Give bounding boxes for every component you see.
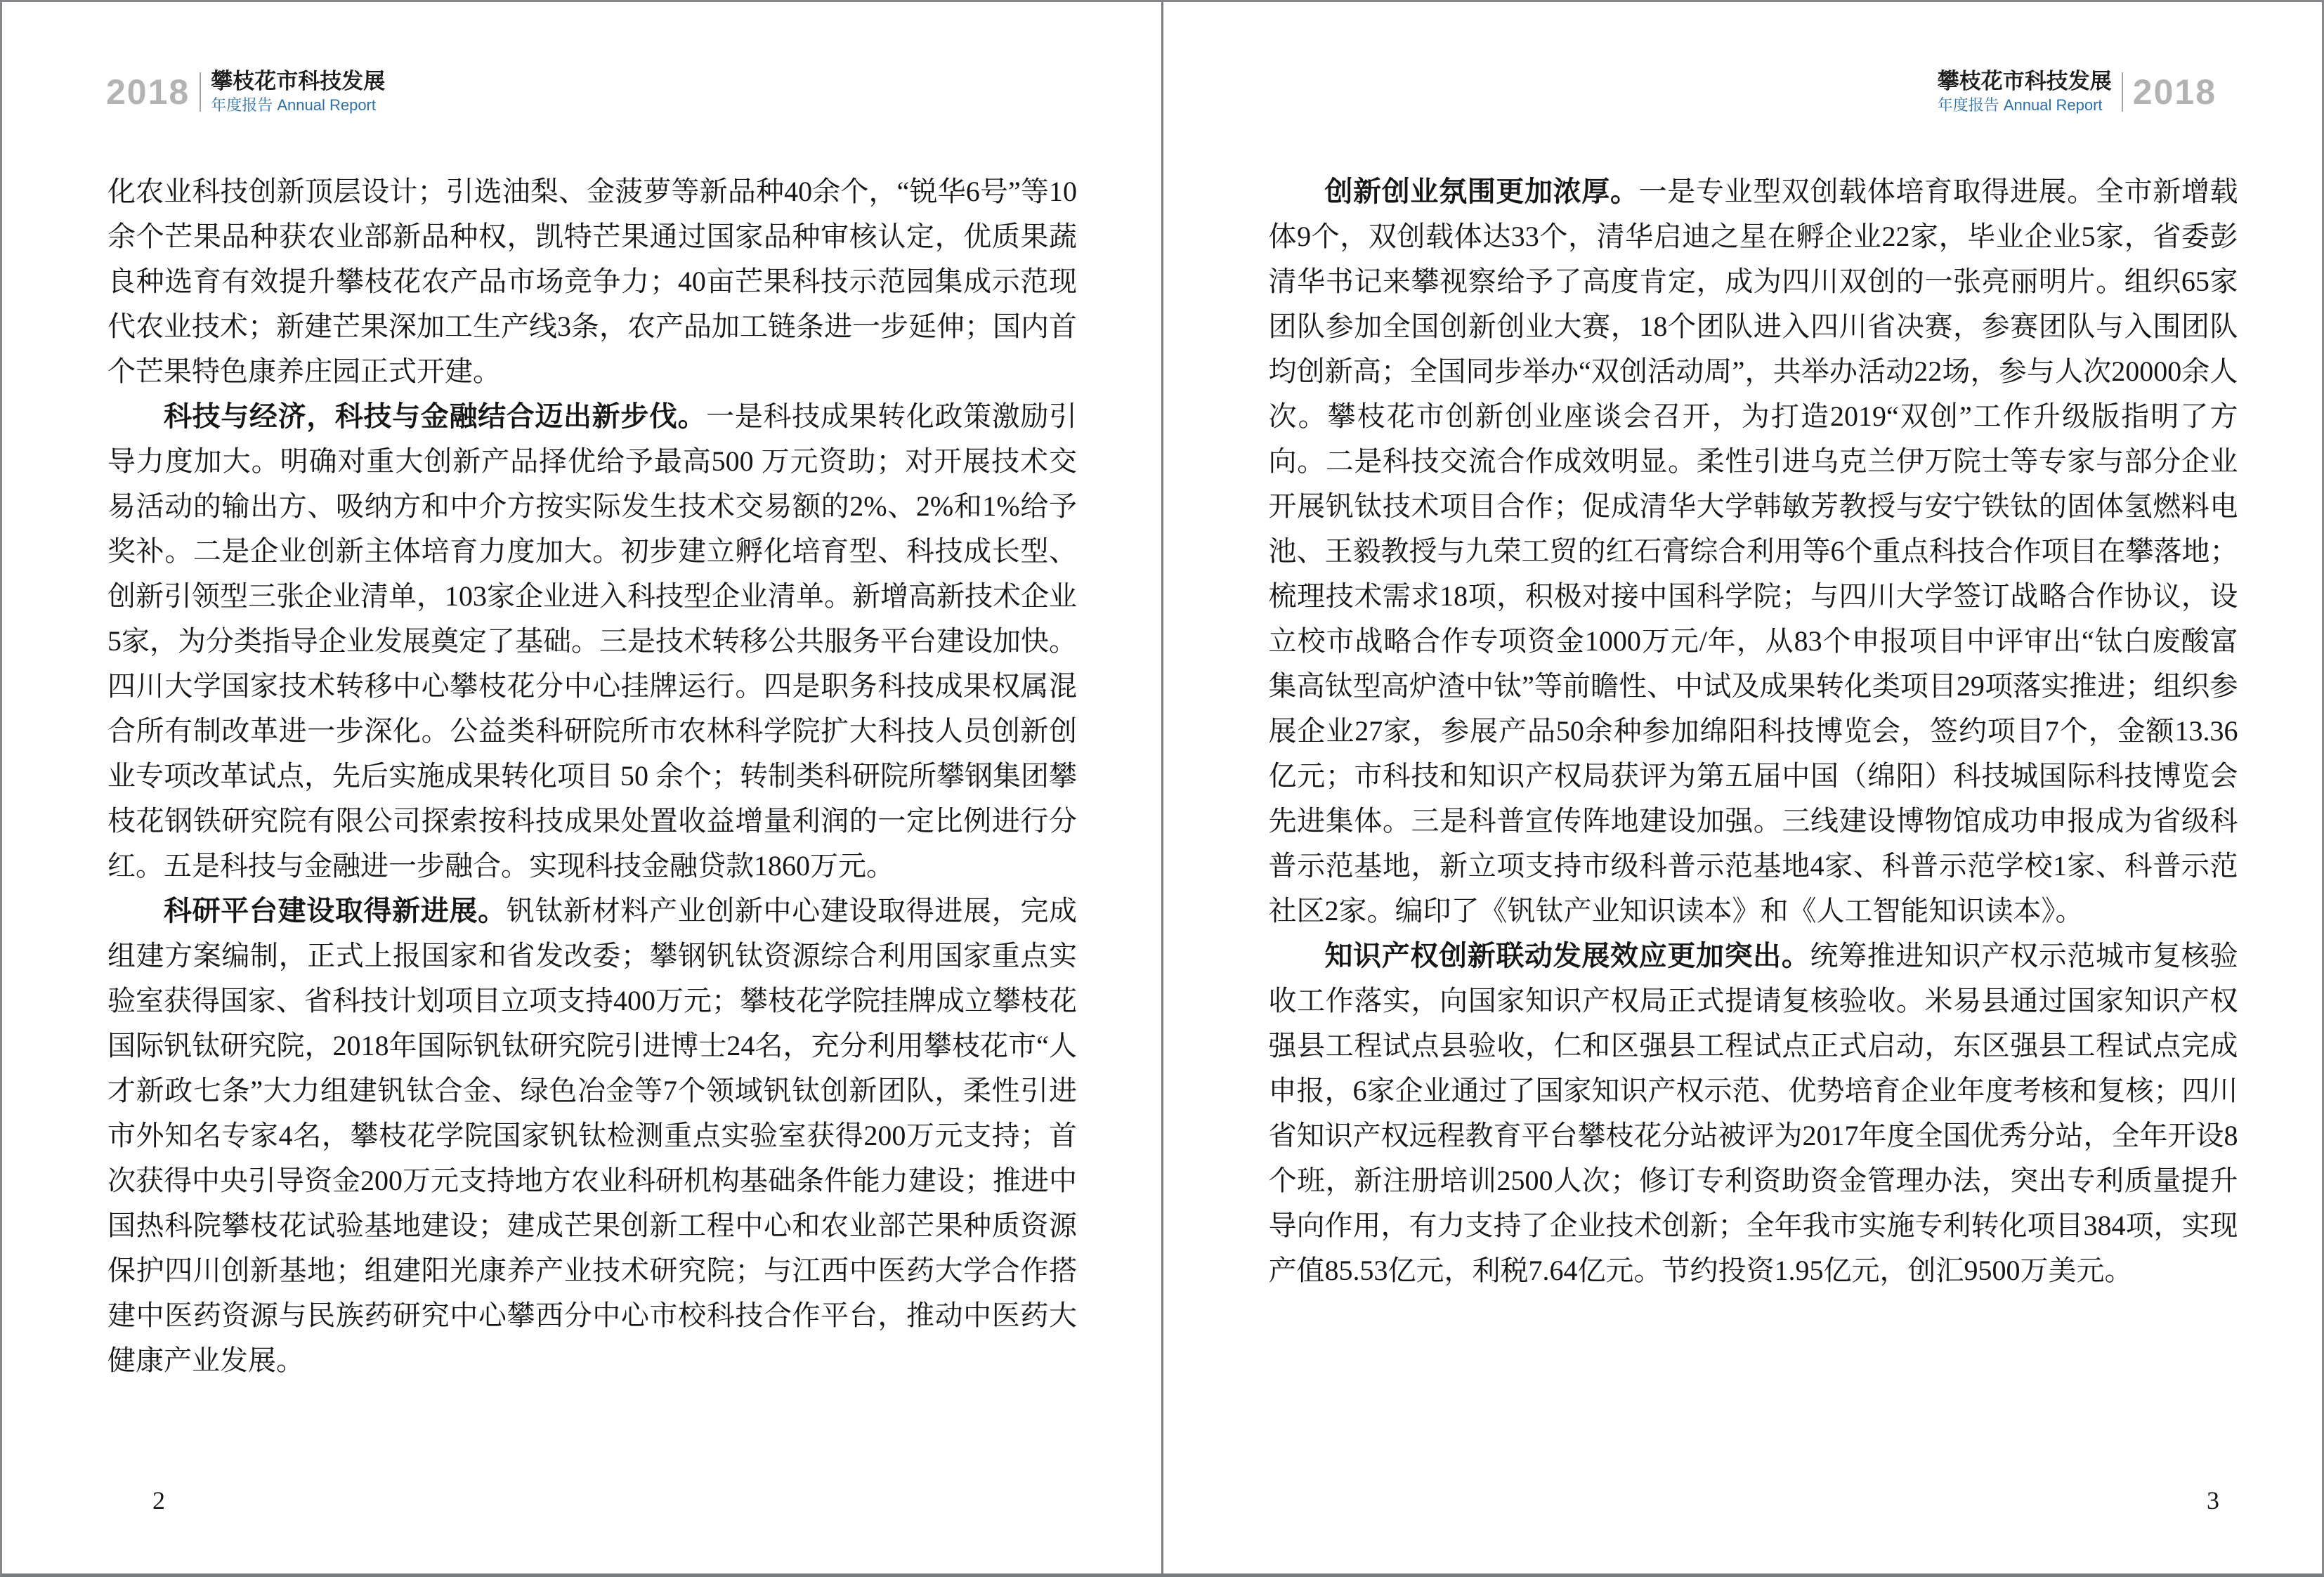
- paragraph-intellectual-property: [1269, 934, 2238, 1293]
- header-year: 2018: [2132, 72, 2217, 112]
- paragraph-text: 统筹推进知识产权示范城市复核验收工作落实，向国家知识产权局正式提请复核验收。米易县通过国家知识产权强县工程试点县验收，仁和区强县工程试点正式启动，东区强县工程试点完成申报，6家企业通过了国家知识产权示范、优势培育企业年度考核和复核；四川省知识产权远程教育平台攀枝花分站被评为2017年度全国优秀分站，全年开设8个班，新注册培训2500人次；修订专利资助资金管理办法，突出专利质量提升导向作用，有力支持了企业技术创新；全年我市实施专利转化项目384项，实现产值85.53亿元，利税7.64亿元。节约投资1.95亿元，创汇9500万美元。: [1268, 940, 2238, 1286]
- header-report-title: 攀枝花市科技发展: [211, 69, 386, 93]
- header-report-subtitle: 年度报告 Annual Report: [211, 96, 376, 114]
- paragraph-text: 一是专业型双创载体培育取得进展。全市新增载体9个，双创载体达33个，清华启迪之星在孵企业22家，毕业企业5家，省委彭清华书记来攀视察给予了高度肯定，成为四川双创的一张亮丽明片。组织65家团队参加全国创新创业大赛，18个团队进入四川省决赛，参赛团队与入围团队均创新高；全国同步举办“双创活动周”，共举办活动22场，参与人次20000余人次。攀枝花市创新创业座谈会召开，为打造2019“双创”工作升级版指明了方向。二是科技交流合作成效明显。柔性引进乌克兰伊万院士等专家与部分企业开展钒钛技术项目合作；促成清华大学韩敏芳教授与安宁铁钛的固体氢燃料电池、王毅教授与九荣工贸的红石膏综合利用等6个重点科技合作项目在攀落地；梳理技术需求18项，积极对接中国科学院；与四川大学签订战略合作协议，设立校市战略合作专项资金1000万元/年，从83个申报项目中评审出“钛白废酸富集高钛型高炉渣中钛”等前瞻性、中试及成果转化类项目29项落实推进；组织参展企业27家，参展产品50余种参加绵阳科技博览会，签约项目7个，金额13.36亿元；市科技和知识产权局获评为第五届中国（绵阳）科技城国际科技博览会先进集体。三是科普宣传阵地建设加强。三线建设博物馆成功申报成为省级科普示范基地，新立项支持市级科普示范基地4家、科普示范学校1家、科普示范社区2家。编印了《钒钛产业知识读本》和《人工智能知识读本》。: [1268, 176, 2238, 927]
- paragraph-research-platform: [107, 889, 1077, 1383]
- paragraph-lead: 科研平台建设取得新进展。: [164, 896, 507, 927]
- paragraph-tech-economy: [107, 394, 1077, 889]
- page-number-right: 3: [2207, 1486, 2219, 1514]
- paragraph-text: 一是科技成果转化政策激励引导力度加大。明确对重大创新产品择优给予最高500 万元资助；对开展技术交易活动的输出方、吸纳方和中介方按实际发生技术交易额的2%、2%和1%给予奖补。二是企业创新主体培育力度加大。初步建立孵化培育型、科技成长型、创新引领型三张企业清单，103家企业进入科技型企业清单。新增高新技术企业5家，为分类指导企业发展奠定了基础。三是技术转移公共服务平台建设加快。四川大学国家技术转移中心攀枝花分中心挂牌运行。四是职务科技成果权属混合所有制改革进一步深化。公益类科研院所市农林科学院扩大科技人员创新创业专项改革试点，先后实施成果转化项目 50 余个；转制类科研院所攀钢集团攀枝花钢铁研究院有限公司探索按科技成果处置收益增量利润的一定比例进行分红。五是科技与金融进一步融合。实现科技金融贷款1860万元。: [107, 400, 1078, 882]
- header-report-title: 攀枝花市科技发展: [1937, 69, 2112, 93]
- header-title-stack: [1938, 70, 2112, 114]
- page-body-left: [107, 169, 1077, 1383]
- paragraph-lead: 知识产权创新联动发展效应更加突出。: [1324, 941, 1810, 971]
- paragraph-text: 化农业科技创新顶层设计；引选油梨、金菠萝等新品种40余个，“锐华6号”等10余个芒果品种获农业部新品种权，凯特芒果通过国家品种审核认定，优质果蔬良种选育有效提升攀枝花农产品市场竞争力；40亩芒果科技示范园集成示范现代农业技术；新建芒果深加工生产线3条，农产品加工链条进一步延伸；国内首个芒果特色康养庄园正式开建。: [107, 176, 1077, 387]
- running-head-left: [106, 70, 385, 114]
- running-head-right: [1938, 70, 2217, 114]
- page-number-left: 2: [152, 1486, 165, 1514]
- paragraph-lead: 科技与经济，科技与金融结合迈出新步伐。: [164, 401, 707, 432]
- header-title-stack: [211, 70, 385, 114]
- header-year: 2018: [106, 72, 190, 112]
- header-divider-rule: [200, 72, 201, 112]
- paragraph-continuation: [107, 169, 1077, 394]
- page-left: [2, 2, 1161, 1573]
- page-right: [1163, 2, 2323, 1573]
- paragraph-innovation-entrepreneurship: [1269, 169, 2238, 934]
- paragraph-text: 钒钛新材料产业创新中心建设取得进展，完成组建方案编制，正式上报国家和省发改委；攀钢钒钛资源综合利用国家重点实验室获得国家、省科技计划项目立项支持400万元；攀枝花学院挂牌成立攀枝花国际钒钛研究院，2018年国际钒钛研究院引进博士24名，充分利用攀枝花市“人才新政七条”大力组建钒钛合金、绿色冶金等7个领域钒钛创新团队，柔性引进市外知名专家4名，攀枝花学院国家钒钛检测重点实验室获得200万元支持；首次获得中央引导资金200万元支持地方农业科研机构基础条件能力建设；推进中国热科院攀枝花试验基地建设；建成芒果创新工程中心和农业部芒果种质资源保护四川创新基地；组建阳光康养产业技术研究院；与江西中医药大学合作搭建中医药资源与民族药研究中心攀西分中心市校科技合作平台，推动中医药大健康产业发展。: [107, 895, 1078, 1376]
- header-report-subtitle: 年度报告 Annual Report: [1937, 96, 2103, 114]
- page-body-right: [1269, 169, 2238, 1293]
- header-divider-rule: [2122, 72, 2123, 112]
- paragraph-lead: 创新创业氛围更加浓厚。: [1324, 176, 1639, 207]
